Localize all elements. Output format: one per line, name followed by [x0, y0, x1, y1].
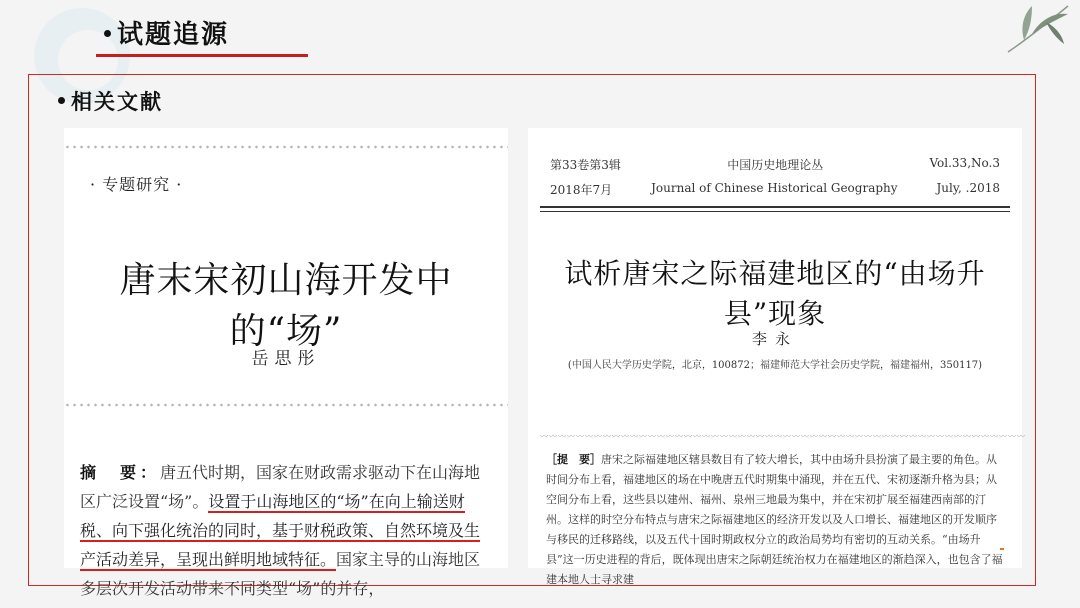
article-column: · 专题研究 ·: [90, 175, 183, 194]
bamboo-decoration-icon: [1002, 0, 1072, 60]
article-author: 李永: [751, 330, 798, 348]
journal-date: 2018年7月: [550, 183, 613, 197]
abstract-text-1: 唐五代时期，国家在财政需求驱动下在山海地区广泛设置“场”。: [80, 463, 481, 511]
page-title-text: 试题追源: [117, 20, 230, 50]
abstract-text: 唐宋之际福建地区辖县数目有了较大增长，其中由场升县扮演了最主要的角色。从时间分布上看，福建地区的场在中晚唐五代时期集中涌现，并在五代、宋初逐渐升格为县；从空间分布上看，这些县以建州、福州、泉州三地最为集中，并在宋初扩展至福建西南部的汀州。这样的时空分布特点与唐宋之际福建地区的经济开发以及人口增长、福建地区的开发顺序与移民的迁移路线，以及五代十国时期政权分立的政治局势均有密切的互动关系。“由场升县”这一历史进程的背后，既体现出唐宋之际朝廷统治权力在福建地区的渐趋深入，也包含了福建本地人士寻求建: [546, 453, 1003, 586]
journal-name-en: Journal of Chinese Historical Geography: [651, 181, 898, 195]
article-title: 试析唐宋之际福建地区的“由场升县”现象: [564, 257, 986, 330]
abstract-text-2: 国家主导的山海地区多层次开发活动带来不同类型“场”的并存，: [80, 550, 481, 598]
article-affiliation: (中国人民大学历史学院，北京，100872；福建师范大学社会历史学院，福建福州，350117): [567, 360, 983, 371]
article-title: 唐末宋初山海开发中的“场”: [119, 260, 453, 352]
section-title-text: 相关文献: [71, 89, 163, 114]
abstract-label: 摘 要：: [80, 463, 161, 482]
journal-name: 中国历史地理论丛: [727, 158, 824, 172]
journal-volume: 第33卷第3辑: [550, 158, 621, 172]
article-image-left: [64, 128, 508, 598]
article-abstract: [546, 450, 1004, 590]
dotted-border-top: [64, 144, 508, 150]
section-title: [58, 86, 163, 116]
header-rule-thick: [540, 206, 1010, 208]
bullet-icon: [104, 30, 111, 37]
page-title: [104, 14, 229, 51]
article-image-right: [528, 128, 1026, 586]
article-abstract: [80, 458, 494, 603]
title-underline: [96, 54, 308, 57]
article-author: 岳思彤: [251, 349, 321, 369]
journal-date-en: July, .2018: [936, 181, 1000, 195]
corner-mark: [1000, 548, 1004, 550]
bullet-icon: [58, 97, 65, 104]
wavy-divider: 〰〰〰〰〰〰〰〰〰〰〰〰〰〰〰〰〰〰〰〰〰〰〰〰〰〰〰〰〰〰〰〰〰〰〰〰〰〰〰〰〰〰〰〰〰〰〰〰〰〰〰〰〰〰: [540, 432, 1026, 441]
journal-header: [550, 156, 1000, 206]
abstract-highlight: 设置于山海地区的“场”在向上输送财税、向下强化统治的同时，基于财税政策、自然环境及生产活动差异，呈现出鲜明地域特征。: [80, 492, 481, 569]
abstract-label: ［提 要］: [546, 453, 601, 466]
header-rule-thin: [540, 211, 1010, 212]
dotted-border-bottom: [64, 402, 508, 408]
journal-volume-en: Vol.33,No.3: [929, 156, 1000, 170]
